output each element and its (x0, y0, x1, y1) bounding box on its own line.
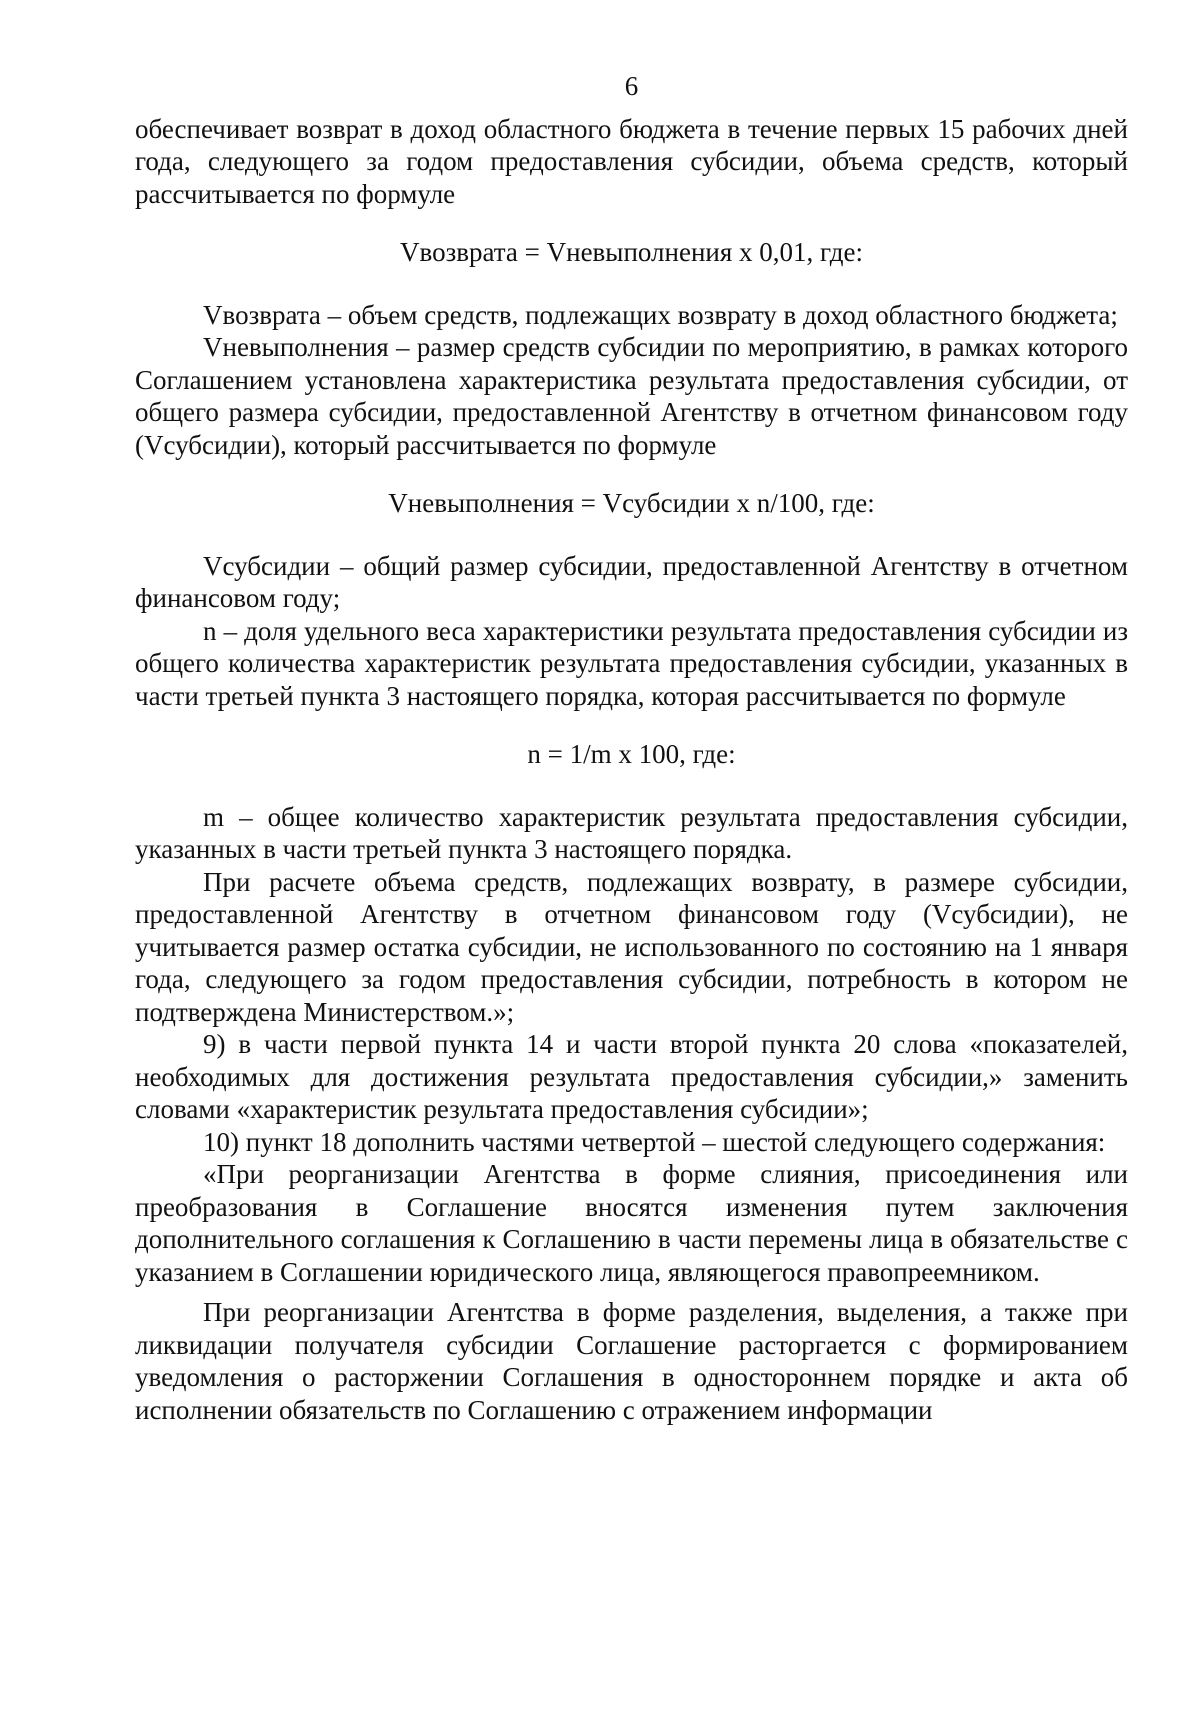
paragraph: Vвозврата – объем средств, подлежащих возврату в доход областного бюджета; (203, 299, 1118, 330)
paragraph: «При реорганизации Агентства в форме слияния, присоединения или преобразования в Соглашение вносятся изменения путем заключения дополнительного соглашения к Соглашению в части перемены лица в обязательстве с указанием в Соглашении юридического лица, являющегося правопреемником. (135, 1159, 1128, 1287)
formula: Vневыполнения = Vсубсидии х n/100, где: (388, 488, 875, 518)
paragraph: обеспечивает возврат в доход областного бюджета в течение первых 15 рабочих дней года, следующего за годом предоставления субсидии, объема средств, который рассчитывается по формуле (135, 113, 1128, 209)
formula: n = 1/m х 100, где: (527, 739, 736, 769)
paragraph: Vневыполнения – размер средств субсидии по мероприятию, в рамках которого Соглашением установлена характеристика результата предоставления субсидии, от общего размера субсидии, предоставленной Агентству в отчетном финансовом году (Vсубсидии), который рассчитывается по формуле (135, 332, 1128, 460)
paragraph: При расчете объема средств, подлежащих возврату, в размере субсидии, предоставленной Агентству в отчетном финансовом году (Vсубсидии), не учитывается размер остатка субсидии, не использованного по состоянию на 1 января года, следующего за годом предоставления субсидии, потребность в котором не подтверждена Министерством.»; (135, 866, 1128, 1027)
paragraph: При реорганизации Агентства в форме разделения, выделения, а также при ликвидации получателя субсидии Соглашение расторгается с формированием уведомления о расторжении Соглашения в одностороннем порядке и акта об исполнении обязательств по Соглашению с отражением информации (135, 1297, 1128, 1425)
paragraph: n – доля удельного веса характеристики результата предоставления субсидии из общего количества характеристик результата предоставления субсидии, указанных в части третьей пункта 3 настоящего порядка, которая рассчитывается по формуле (135, 615, 1128, 711)
page-number: 6 (624, 71, 639, 101)
paragraph: 10) пункт 18 дополнить частями четвертой – шестой следующего содержания: (203, 1126, 1106, 1157)
formula: Vвозврата = Vневыполнения х 0,01, где: (400, 237, 863, 267)
document-page (135, 70, 1128, 1426)
paragraph: m – общее количество характеристик результата предоставления субсидии, указанных в части третьей пункта 3 настоящего порядка. (135, 801, 1128, 864)
paragraph: 9) в части первой пункта 14 и части второй пункта 20 слова «показателей, необходимых для достижения результата предоставления субсидии,» заменить словами «характеристик результата предоставления субсидии»; (135, 1029, 1128, 1124)
paragraph: Vсубсидии – общий размер субсидии, предоставленной Агентству в отчетном финансовом году; (135, 550, 1128, 613)
